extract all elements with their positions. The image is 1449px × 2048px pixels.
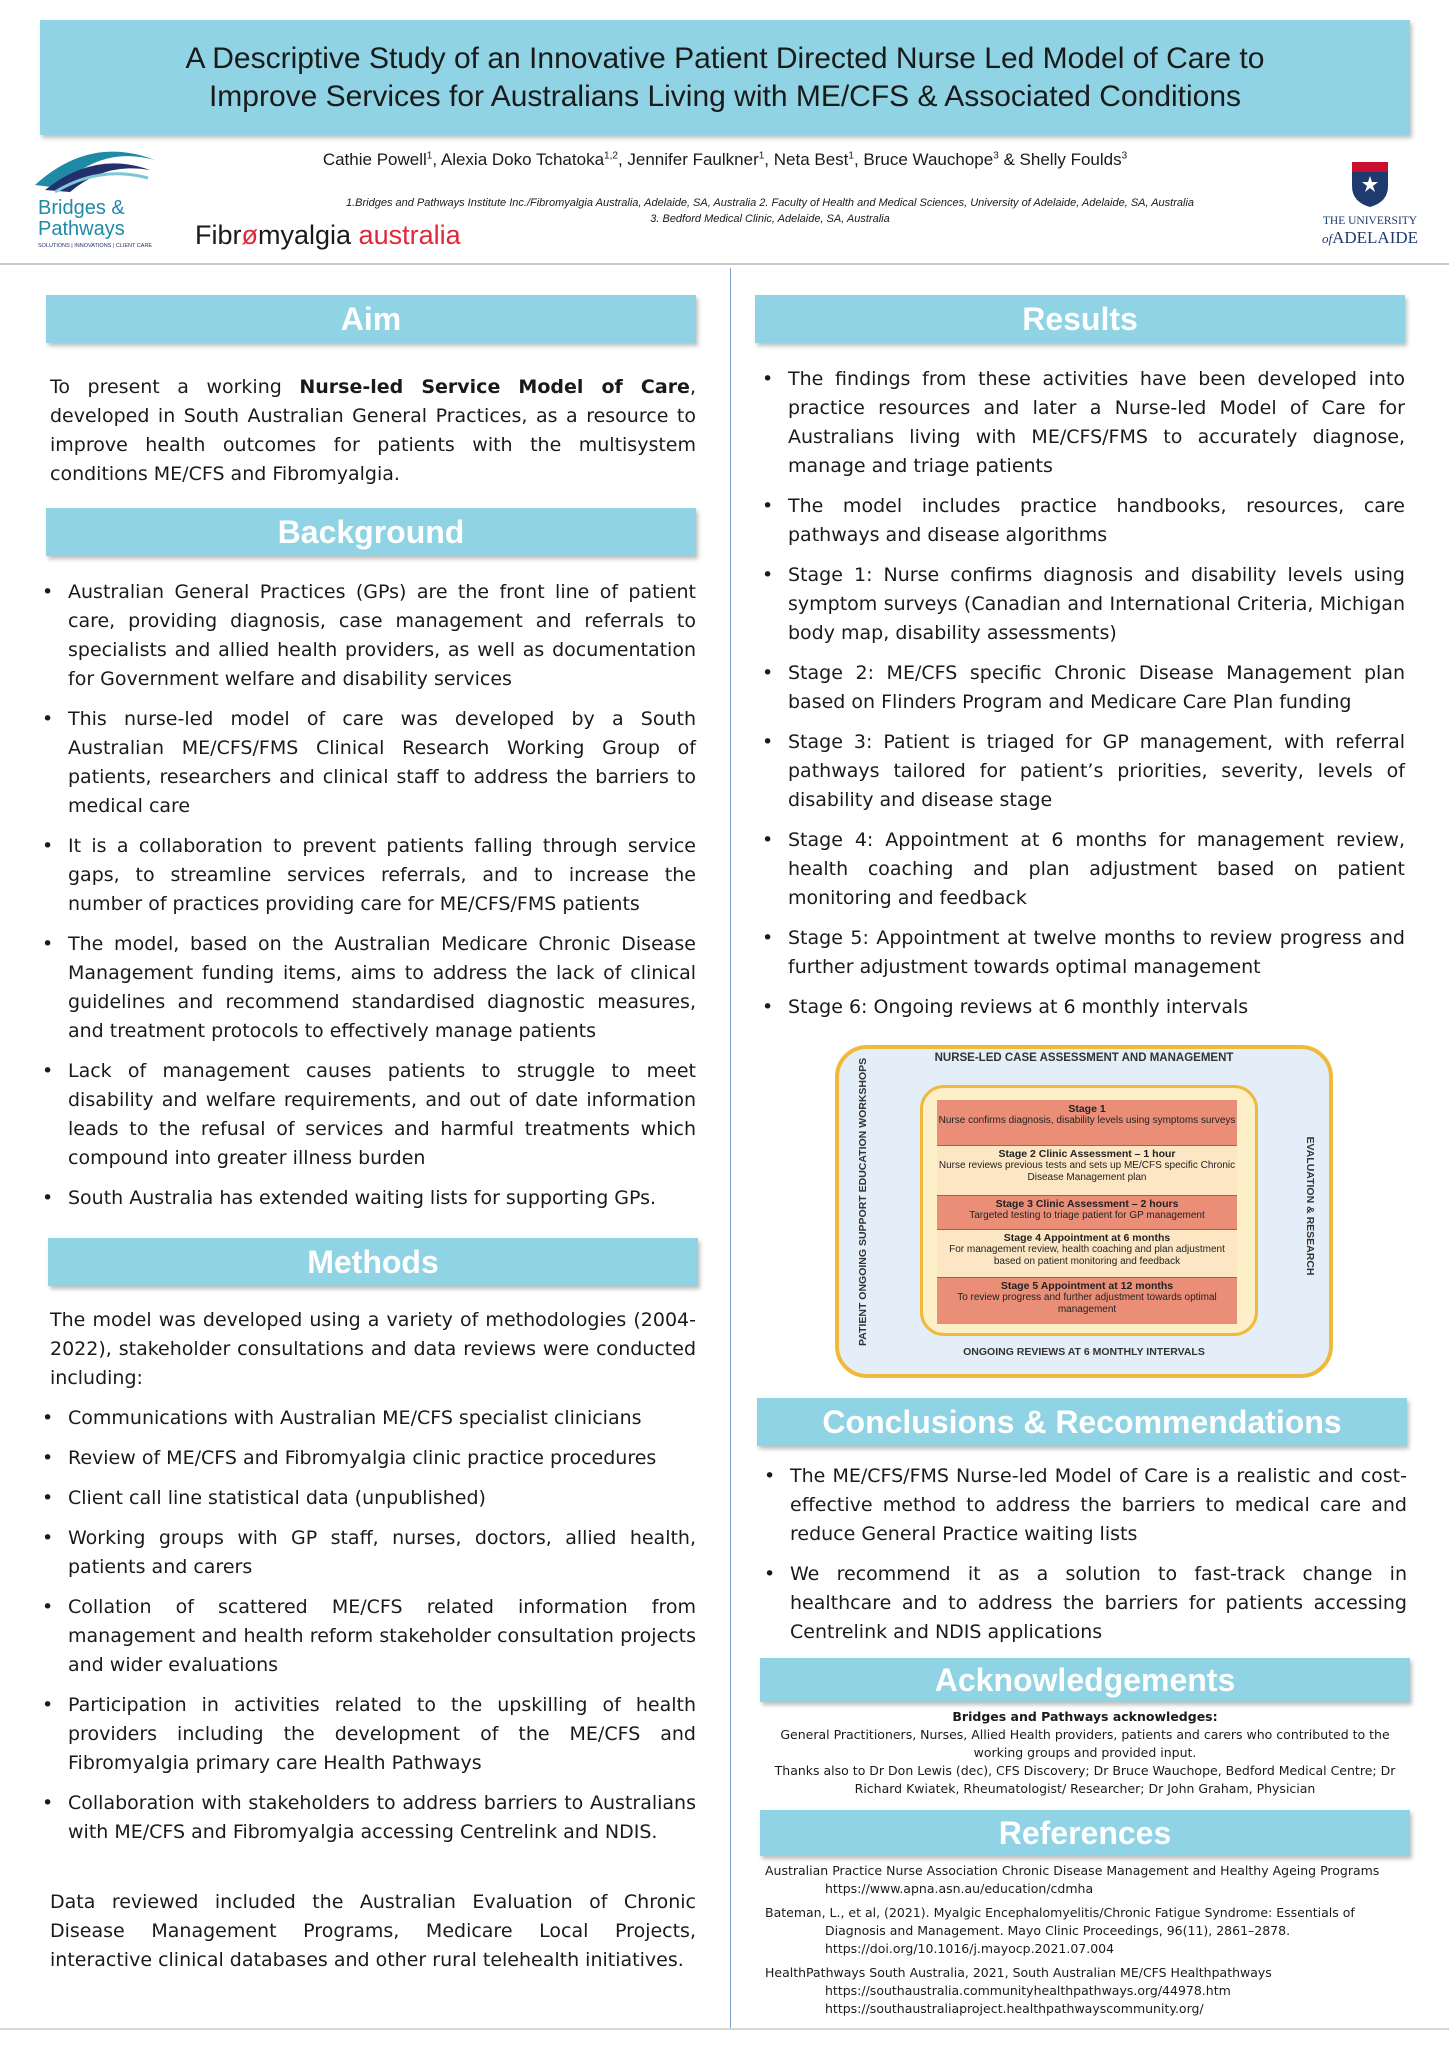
reference-text: Bateman, L., et al, (2021). Myalgic Encephalomyelitis/Chronic Fatigue Syndrome: Essentials of — [765, 1905, 1355, 1920]
background-list — [40, 578, 696, 1224]
list-item: • Review of ME/CFS and Fibromyalgia clinic practice procedures — [40, 1444, 696, 1473]
reference-text: Australian Practice Nurse Association Chronic Disease Management and Healthy Ageing Programs — [765, 1863, 1380, 1878]
diagram-stage-5 — [937, 1278, 1237, 1324]
header-divider — [0, 263, 1449, 265]
list-item: • We recommend it as a solution to fast-track change in healthcare and to address the barriers for patients accessing Centrelink and NDIS applications — [762, 1560, 1407, 1647]
list-item: • Stage 1: Nurse confirms diagnosis and disability levels using symptom surveys (Canadian and International Criteria, Michigan body map, disability assessments) — [760, 561, 1405, 648]
list-item: • This nurse-led model of care was developed by a South Australian ME/CFS/FMS Clinical Research Working Group of patients, researchers and clinical staff to address the barriers to medical care — [40, 705, 696, 821]
conclusions-list — [762, 1462, 1407, 1658]
list-item: • Working groups with GP staff, nurses, doctors, allied health, patients and carers — [40, 1524, 696, 1582]
column-divider — [730, 268, 731, 2028]
reference-item — [765, 1964, 1410, 2018]
stage-title: Stage 3 Clinic Assessment – 2 hours — [995, 1198, 1179, 1210]
diagram-stage-1 — [937, 1100, 1237, 1146]
bridges-tagline: SOLUTIONS | INNOVATIONS | CLIENT CARE — [38, 243, 153, 249]
reference-text: Diagnosis and Management. Mayo Clinic Proceedings, 96(11), 2861–2878. — [825, 1923, 1291, 1938]
aim-text-post: , developed in South Australian General Practices, as a resource to improve health outcomes for patients with the multisystem conditions ME/CFS and Fibromyalgia. — [50, 376, 696, 485]
stage-text: Nurse confirms diagnosis, disability levels using symptoms surveys — [938, 1115, 1236, 1126]
reference-link[interactable]: https://southaustralia.communityhealthpathways.org/44978.htm — [825, 1983, 1231, 1998]
title-line-1: A Descriptive Study of an Innovative Patient Directed Nurse Led Model of Care to — [185, 41, 1265, 75]
reference-item — [765, 1862, 1410, 1898]
author-affil: 3 — [1121, 150, 1128, 162]
results-heading: Results — [755, 295, 1405, 343]
aim-text — [50, 373, 696, 489]
university-crest-icon — [1350, 160, 1390, 208]
bridges-name-line-1: Bridges & — [38, 197, 125, 219]
affiliations — [280, 195, 1260, 227]
list-item: • Stage 6: Ongoing reviews at 6 monthly intervals — [760, 993, 1405, 1022]
methods-outro: Data reviewed included the Australian Evaluation of Chronic Disease Management Programs, Medicare Local Projects, interactive clinical databases and other rural telehealth initiatives. — [50, 1891, 696, 1971]
fibro-o-icon: ø — [241, 220, 258, 250]
list-item: • Client call line statistical data (unpublished) — [40, 1484, 696, 1513]
diagram-stage-4 — [937, 1230, 1237, 1278]
fibro-word-part-2: myalgia — [258, 220, 352, 250]
diagram-stage-3 — [937, 1196, 1237, 1230]
university-name-line-2 — [1305, 228, 1435, 248]
list-item: • The model includes practice handbooks, resources, care pathways and disease algorithms — [760, 492, 1405, 550]
author-affil: 1,2 — [604, 150, 618, 162]
aim-heading: Aim — [46, 295, 696, 343]
list-item: • Stage 5: Appointment at twelve months to review progress and further adjustment towards optimal management — [760, 924, 1405, 982]
list-item: • Stage 4: Appointment at 6 months for management review, health coaching and plan adjustment based on patient monitoring and feedback — [760, 826, 1405, 913]
diagram-stage-frame — [920, 1085, 1258, 1336]
author: & Shelly Foulds — [998, 150, 1122, 169]
stage-title: Stage 1 — [1068, 1103, 1106, 1115]
methods-list — [40, 1404, 696, 1858]
stage-text: Nurse reviews previous tests and sets up ME/CFS specific Chronic Disease Management plan — [938, 1160, 1236, 1183]
author-list — [240, 150, 1210, 170]
list-item: • Collaboration with stakeholders to address barriers to Australians with ME/CFS and Fibromyalgia accessing Centrelink and NDIS. — [40, 1789, 696, 1847]
poster-title — [40, 20, 1410, 135]
title-line-2: Improve Services for Australians Living with ME/CFS & Associated Conditions — [208, 79, 1242, 113]
author: , Jennifer Faulkner — [617, 150, 759, 169]
list-item: • South Australia has extended waiting lists for supporting GPs. — [40, 1184, 696, 1213]
diagram-right-label-text: EVALUATION & RESEARCH — [1304, 1136, 1316, 1276]
reference-link[interactable]: https://doi.org/10.1016/j.mayocp.2021.07.004 — [825, 1941, 1115, 1956]
ack-title: Bridges and Pathways acknowledges: — [952, 1709, 1218, 1724]
bridges-name-line-2: Pathways — [38, 218, 125, 240]
diagram-stage-2 — [937, 1146, 1237, 1196]
bridges-pathways-logo — [28, 140, 168, 260]
list-item: • Collation of scattered ME/CFS related information from management and health reform stakeholder consultation projects and wider evaluations — [40, 1593, 696, 1680]
references-list — [765, 1862, 1410, 2024]
diagram-left-label: PATIENT ONGOING SUPPORT EDUCATION WORKSHOPS — [857, 1057, 869, 1346]
acknowledgements-heading: Acknowledgements — [760, 1658, 1410, 1702]
affiliation-line-1: 1.Bridges and Pathways Institute Inc./Fibromyalgia Australia, Adelaide, SA, Australia 2. Faculty of Health and Medical Sciences, University of Adelaide, Adelaide, SA, Australia — [345, 197, 1195, 209]
list-item: • Stage 3: Patient is triaged for GP management, with referral pathways tailored for patient’s priorities, severity, levels of disability and disease stage — [760, 728, 1405, 815]
list-item: • Participation in activities related to the upskilling of health providers including the development of the ME/CFS and Fibromyalgia primary care Health Pathways — [40, 1691, 696, 1778]
diagram-top-label: NURSE-LED CASE ASSESSMENT AND MANAGEMENT — [934, 1052, 1234, 1064]
fibro-word-part-1: Fibr — [195, 220, 242, 250]
methods-intro: The model was developed using a variety of methodologies (2004-2022), stakeholder consultations and data reviews were conducted including: — [50, 1309, 696, 1389]
reference-text: HealthPathways South Australia, 2021, South Australian ME/CFS Healthpathways — [765, 1965, 1272, 1980]
diagram-bottom-label: ONGOING REVIEWS AT 6 MONTHLY INTERVALS — [963, 1346, 1205, 1358]
list-item: • The ME/CFS/FMS Nurse-led Model of Care is a realistic and cost-effective method to address the barriers to medical care and reduce General Practice waiting lists — [762, 1462, 1407, 1549]
list-item: • It is a collaboration to prevent patients falling through service gaps, to streamline services referrals, and to increase the number of practices providing care for ME/CFS/FMS patients — [40, 832, 696, 919]
list-item: • Lack of management causes patients to struggle to meet disability and welfare requirements, and out of date information leads to the refusal of services and harmful treatments which compound into greater illness burden — [40, 1057, 696, 1173]
stage-title: Stage 5 Appointment at 12 months — [1000, 1280, 1174, 1292]
author-affil: 1 — [758, 150, 765, 162]
author-affil: 1 — [426, 150, 433, 162]
author-affil: 3 — [993, 150, 999, 162]
diagram-right-label — [1304, 1066, 1316, 1346]
author: , Bruce Wauchope — [853, 150, 994, 169]
acknowledgements-body — [770, 1708, 1400, 1798]
list-item: • Australian General Practices (GPs) are the front line of patient care, providing diagnosis, case management and referrals to specialists and allied health providers, as well as documentation for Government welfare and disability services — [40, 578, 696, 694]
stage-text: To review progress and further adjustment towards optimal management — [957, 1292, 1217, 1315]
list-item: • The model, based on the Australian Medicare Chronic Disease Management funding items, aims to address the lack of clinical guidelines and recommend standardised diagnostic measures, and treatment protocols to effectively manage patients — [40, 930, 696, 1046]
stage-text: Targeted testing to triage patient for GP management — [969, 1210, 1205, 1221]
reference-link[interactable]: https://southaustraliaproject.healthpathwayscommunity.org/ — [825, 2001, 1204, 2016]
results-list — [760, 365, 1405, 1033]
bridges-arc-icon — [30, 140, 160, 195]
footer-divider — [0, 2028, 1449, 2030]
ack-line-2: Thanks also to Dr Don Lewis (dec), CFS Discovery; Dr Bruce Wauchope, Bedford Medical Centre; Dr Richard Kwiatek, Rheumatologist/ Researcher; Dr John Graham, Physician — [774, 1763, 1396, 1796]
list-item: • Stage 2: ME/CFS specific Chronic Disease Management plan based on Flinders Program and Medicare Care Plan funding — [760, 659, 1405, 717]
author-affil: 1 — [848, 150, 854, 162]
aim-text-bold: Nurse-led Service Model of Care — [299, 376, 690, 398]
affiliation-line-2: 3. Bedford Medical Clinic, Adelaide, SA, Australia — [650, 213, 890, 225]
university-adelaide-word: ADELAIDE — [1332, 228, 1419, 247]
aim-text-pre: To present a working — [50, 376, 300, 398]
list-item: • Communications with Australian ME/CFS specialist clinicians — [40, 1404, 696, 1433]
fibro-word-part-3: australia — [351, 220, 461, 250]
university-name-line-1: THE UNIVERSITY — [1322, 215, 1418, 227]
stage-title: Stage 4 Appointment at 6 months — [1003, 1232, 1171, 1244]
ack-line-1: General Practitioners, Nurses, Allied Health providers, patients and carers who contributed to the working groups and provided input. — [780, 1727, 1390, 1760]
references-heading: References — [760, 1810, 1410, 1856]
author: Cathie Powell — [322, 150, 427, 169]
author: , Alexia Doko Tchatoka — [432, 150, 605, 169]
stage-text: For management review, health coaching and plan adjustment based on patient monitoring and feedback — [949, 1244, 1225, 1267]
conclusions-heading: Conclusions & Recommendations — [757, 1398, 1407, 1446]
stage-title: Stage 2 Clinic Assessment – 1 hour — [998, 1148, 1176, 1160]
list-item: • The findings from these activities have been developed into practice resources and later a Nurse-led Model of Care for Australians living with ME/CFS/FMS to accurately diagnose, manage and triage patients — [760, 365, 1405, 481]
author: , Neta Best — [764, 150, 849, 169]
university-adelaide-logo — [1305, 160, 1435, 255]
background-heading: Background — [46, 508, 696, 556]
university-of: of — [1321, 231, 1333, 246]
reference-item — [765, 1904, 1410, 1958]
methods-heading: Methods — [48, 1238, 698, 1286]
reference-link[interactable]: https://www.apna.asn.au/education/cdmha — [825, 1881, 1094, 1896]
